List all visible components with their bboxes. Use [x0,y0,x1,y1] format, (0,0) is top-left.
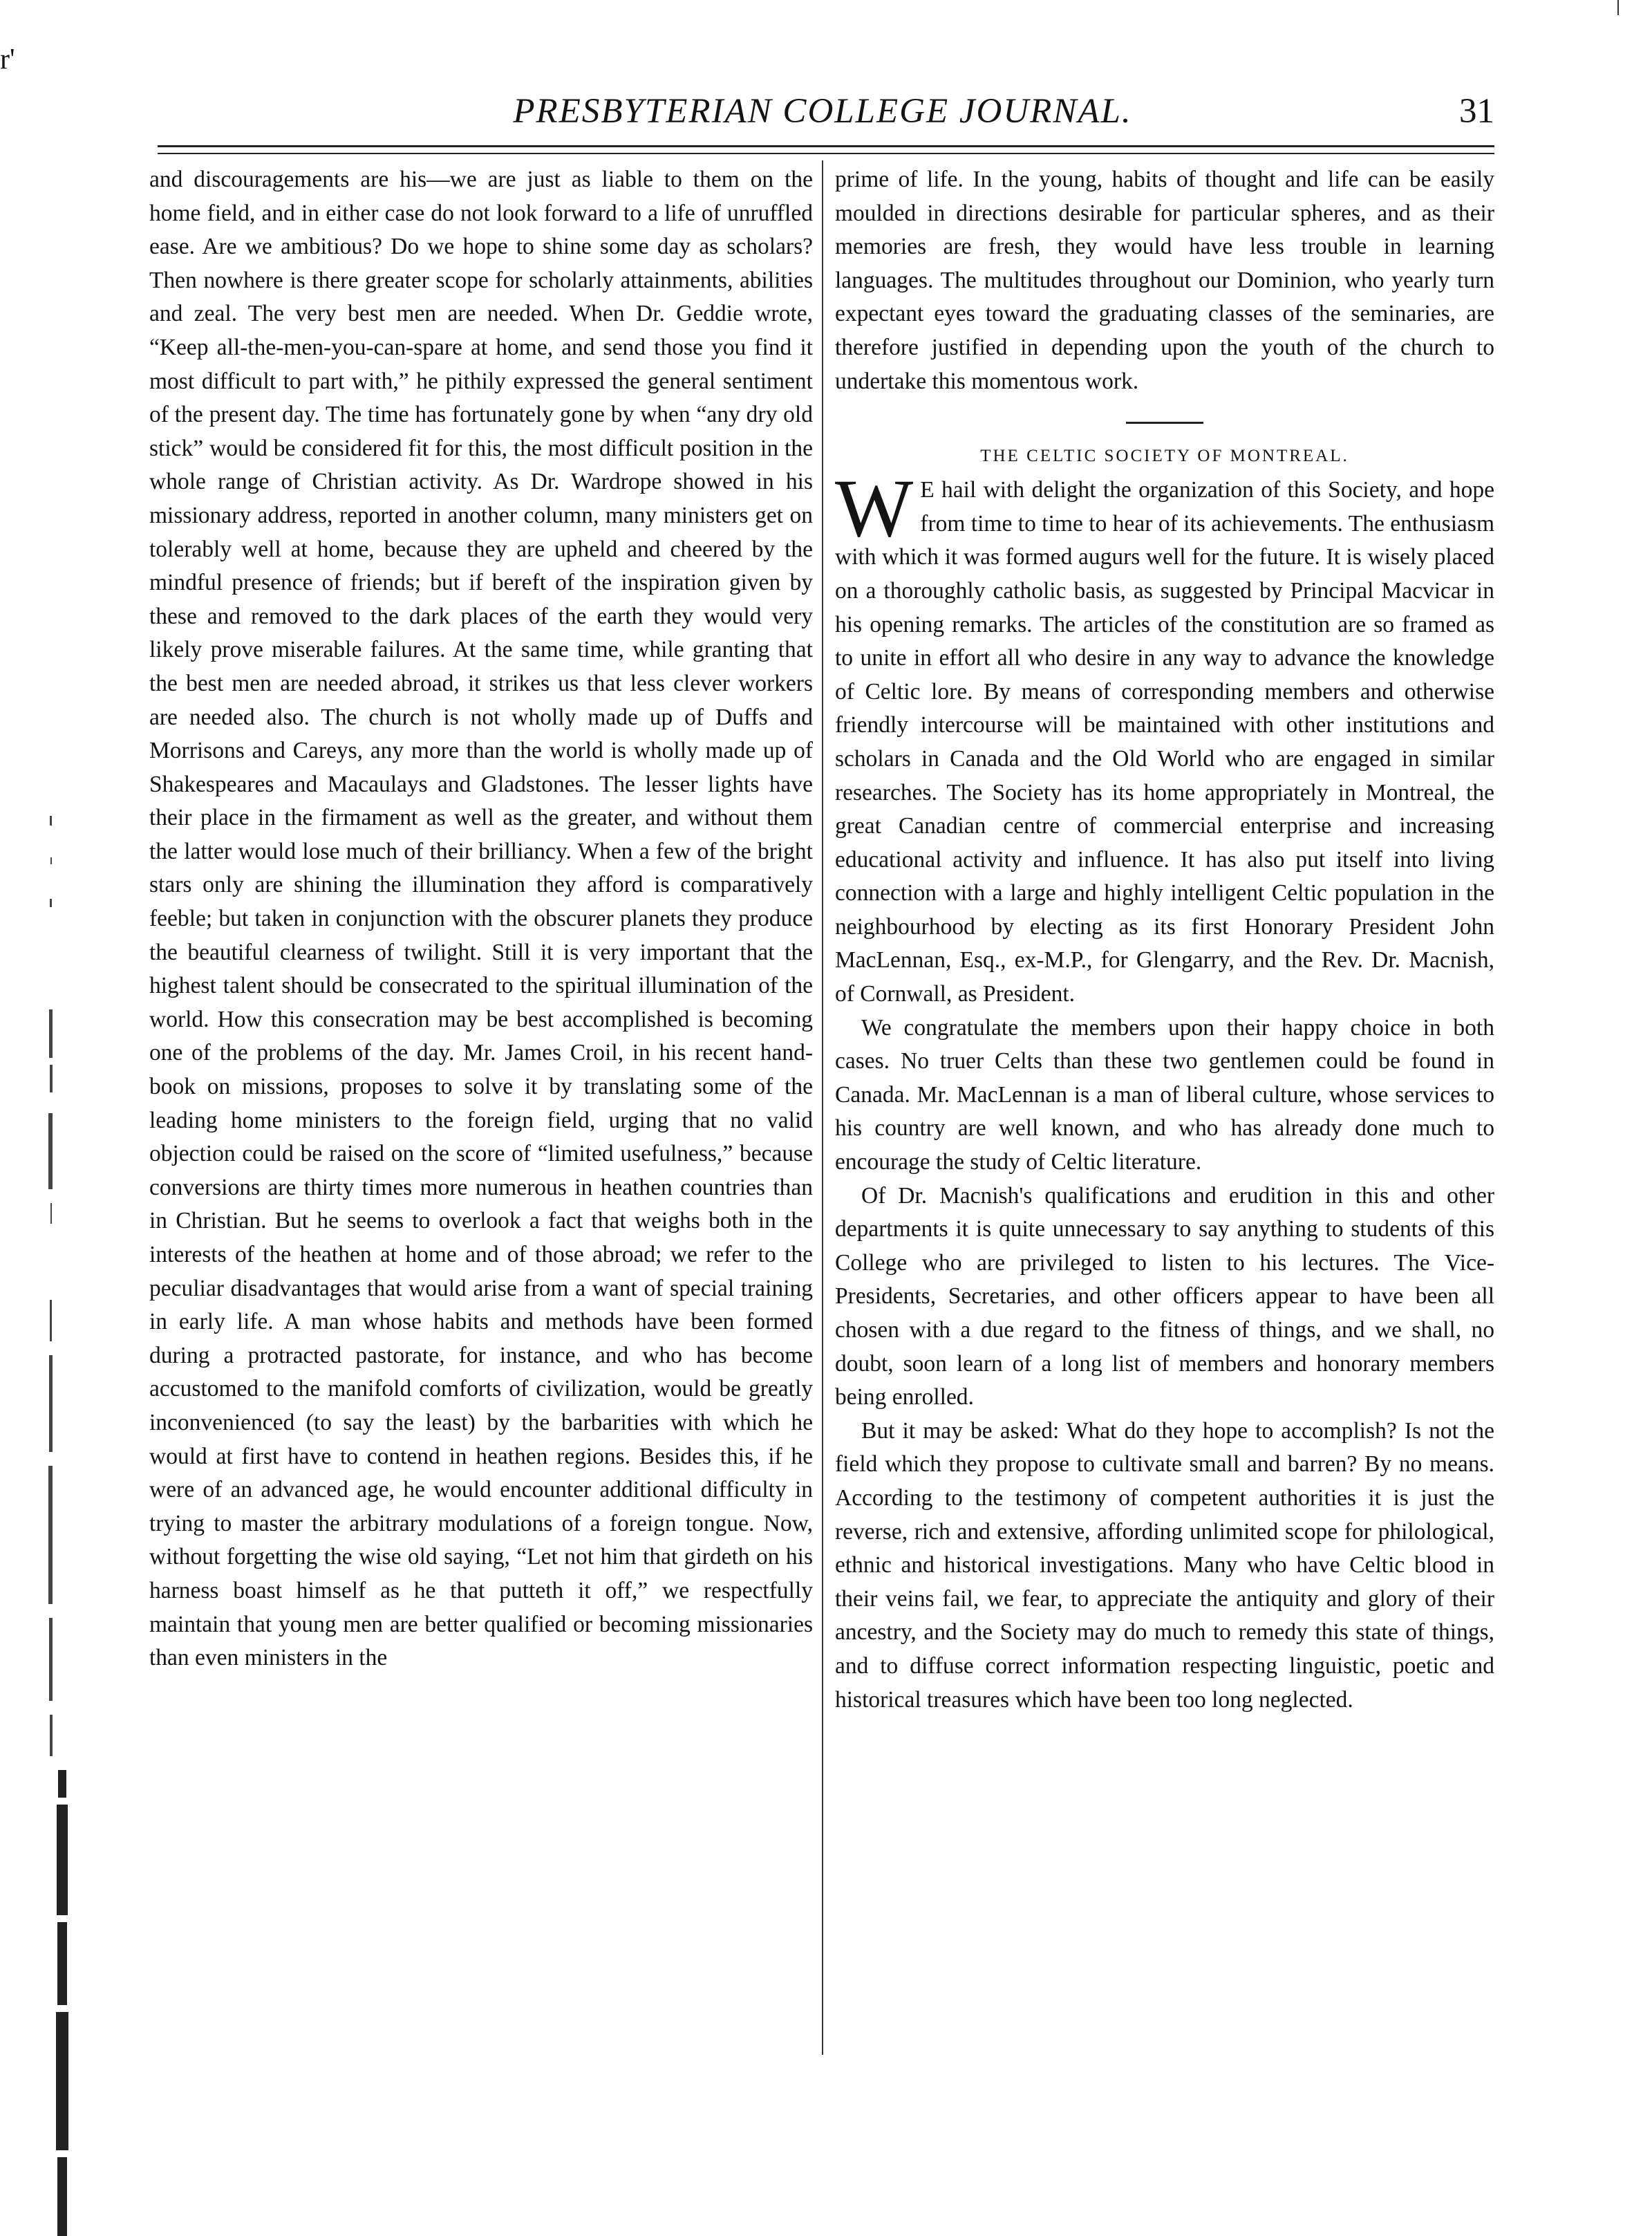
margin-scan-specks [41,816,62,1784]
section-divider-rule [1126,422,1203,424]
article-paragraph-4: But it may be asked: What do they hope to accomplish? Is not the field which they propose to cultivate small and barren? By no means. According to the testimony of competent authorities it is just the reverse, rich and extensive, affording unlimited scope for philological, ethnic and historical investigations. Many who have Celtic blood in their veins fail, we fear, to appreciate the antiquity and glory of their ancestry, and the Society may do much to remedy this state of things, and to diffuse correct information respecting linguistic, poetic and historical treasures which have been too long neglected. [835,1417,1494,1713]
left-column [149,163,813,1675]
header-rule-upper [158,145,1494,147]
drop-cap: W [835,462,914,555]
article-paragraph-3: Of Dr. Macnish's qualifications and erudition in this and other departments it is quite unnecessary to say anything to students of this College who are privileged to listen to his lectures. The Vice-Presidents, Secretaries, and other officers appear to have been all chosen with a due regard to the fitness of things, and we shall, no doubt, soon learn of a long list of members and honorary members being enrolled. [835,1182,1494,1410]
margin-binding-strip [54,1770,72,2236]
article-paragraph-2: We congratulate the members upon their happy choice in both cases. No truer Celts than these two gentlemen could be found in Canada. Mr. MacLennan is a man of liberal culture, whose services to his country are well known, and who has already done much to encourage the study of Celtic literature. [835,1014,1494,1175]
continuation-paragraph: prime of life. In the young, habits of thought and life can be easily moulded in directions desirable for particular spheres, and as their memories are fresh, they would have less trouble in learning languages. The multitudes throughout our Dominion, who yearly turn expectant eyes toward the graduating classes of the seminaries, are therefore justified in depending upon the youth of the church to undertake this momentous work. [835,167,1494,394]
left-column-text: and discouragements are his—we are just as liable to them on the home field, and in either case do not look forward to a life of unruffled ease. Are we ambitious? Do we hope to shine some day as scholars? Then nowhere is there greater scope for scholarly attainments, abilities and zeal. The very best men are needed. When Dr. Geddie wrote, “Keep all-the-men-you-can-spare at home, and send those you find it most difficult to part with,” he pithily expressed the general sentiment of the present day. The time has fortunately gone by when “any dry old stick” would be considered fit for this, the most difficult position in the whole range of Christian activity. As Dr. Wardrope showed in his missionary address, reported in another column, many ministers get on tolerably well at home, because they are upheld and cheered by the mindful presence of friends; but if bereft of the inspiration given by these and removed to the dark places of the earth they would very likely prove miserable failures. At the same time, while granting that the best men are needed abroad, it strikes us that less clever workers are needed also. The church is not wholly made up of Duffs and Morrisons and Careys, any more than the world is wholly made up of Shakespeares and Macaulays and Gladstones. The lesser lights have their place in the firmament as well as the greater, and without them the latter would lose much of their brilliancy. When a few of the bright stars only are shining the illumination they afford is comparatively feeble; but taken in conjunction with the obscurer planets they produce the beautiful clearness of twilight. Still it is very important that the highest talent should be consecrated to the spiritual illumination of the world. How this consecration may be best accomplished is becoming one of the problems of the day. Mr. James Croil, in his recent hand-book on missions, proposes to solve it by translating some of the leading home ministers to the foreign field, urging that no valid objection could be raised on the score of “limited usefulness,” because conversions are thirty times more numerous in heathen countries than in Christian. But he seems to overlook a fact that weighs both in the interests of the heathen at home and of those abroad; we refer to the peculiar disadvantages that would arise from a want of special training in early life. A man whose habits and methods have been formed during a protracted pastorate, for instance, and who has become accustomed to the manifold comforts of civilization, would be greatly inconvenienced (to say the least) by the barbarities with which he would at first have to contend in heathen regions. Besides this, if he were of an advanced age, he would encounter additional difficulty in trying to master the arbitrary modulations of a foreign tongue. Now, without forgetting the wise old saying, “Let not him that girdeth on his harness boast himself as he that putteth it off,” we respectfully maintain that young men are better qualified or becoming missionaries than even ministers in the [149,167,813,1671]
column-divider [822,160,823,2055]
page-number: 31 [1459,92,1494,131]
article-paragraph-1 [835,462,1494,1012]
corner-mark: r' [0,44,15,75]
article-paragraph-1-text: E hail with delight the organization of this Society, and hope from time to time to hear of its achievements. The enthusiasm with which it was formed augurs well for the future. It is wisely placed on a thoroughly catholic basis, as suggested by Principal Macvicar in his opening remarks. The articles of the constitution are so framed as to unite in effort all who desire in any way to advance the knowledge of Celtic lore. By means of corresponding members and otherwise friendly intercourse will be maintained with other institutions and scholars in Canada and the Old World who are engaged in similar researches. The Society has its home appropriately in Montreal, the great Canadian centre of commercial enterprise and increasing educational activity and influence. It has also put itself into living connection with a large and highly intelligent Celtic population in the neighbourhood by electing as its first Honorary President John MacLennan, Esq., ex-M.P., for Glengarry, and the Rev. Dr. Macnish, of Cornwall, as President. [835,477,1494,1007]
right-column [835,163,1494,1717]
header-rule-lower [158,153,1494,154]
section-heading: THE CELTIC SOCIETY OF MONTREAL. [980,447,1349,466]
journal-title: PRESBYTERIAN COLLEGE JOURNAL. [513,92,1132,131]
edge-tick [1617,0,1619,15]
